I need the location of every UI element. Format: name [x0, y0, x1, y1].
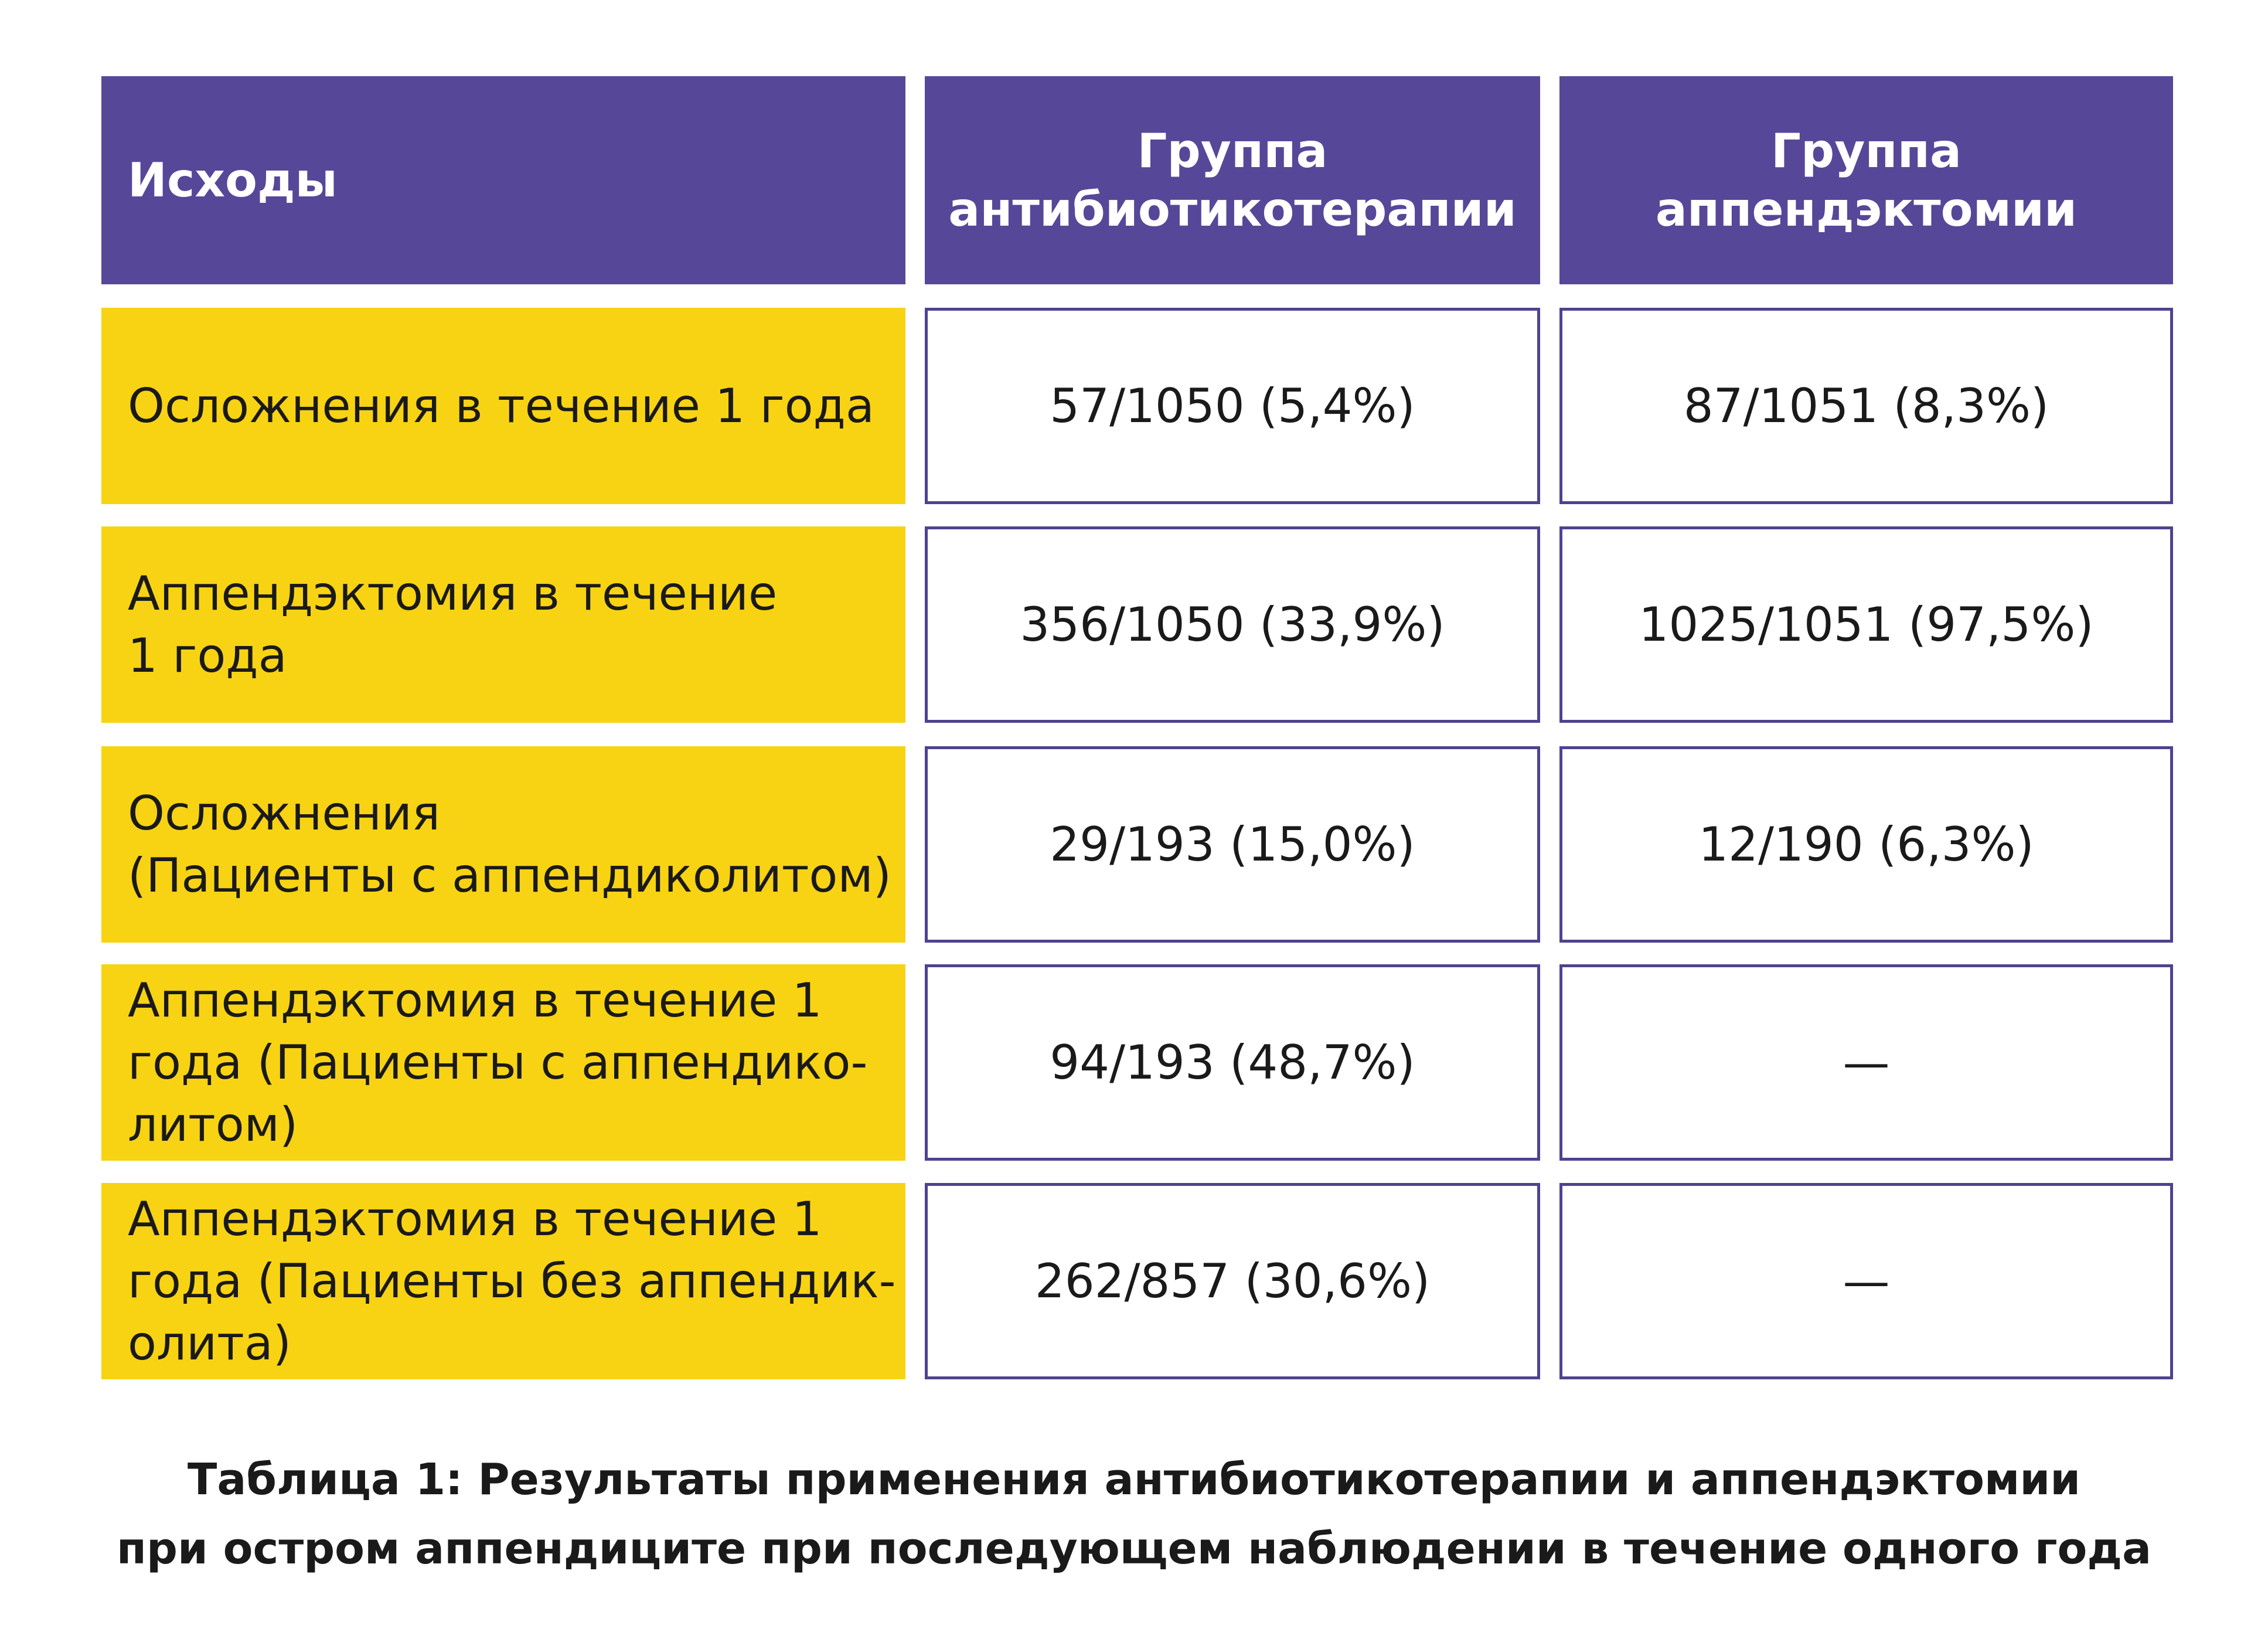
header-appendectomy-group [1559, 76, 2173, 284]
header-antibiotic-group [925, 76, 1540, 284]
outcome-cell [101, 1183, 905, 1379]
outcome-line: года (Пациенты без аппендик- [128, 1253, 896, 1308]
antibiotic-value-cell [925, 526, 1540, 723]
outcome-line: литом) [128, 1097, 298, 1152]
appendectomy-value-cell [1559, 1183, 2173, 1379]
appendectomy-value: — [1843, 1254, 1890, 1308]
appendectomy-value-cell [1559, 746, 2173, 943]
header-outcomes [101, 76, 905, 284]
antibiotic-value: 356/1050 (33,9%) [1020, 597, 1445, 652]
appendectomy-value: 1025/1051 (97,5%) [1639, 597, 2094, 652]
antibiotic-value: 94/193 (48,7%) [1050, 1035, 1415, 1090]
outcome-line: (Пациенты с аппендиколитом) [128, 848, 891, 903]
header-outcomes-label: Исходы [128, 152, 338, 208]
antibiotic-value: 57/1050 (5,4%) [1050, 379, 1415, 433]
outcome-line: Осложнения [128, 786, 441, 841]
appendectomy-value: 87/1051 (8,3%) [1683, 379, 2049, 433]
caption-line-2: при остром аппендиците при последующем наблюдении в течение одного года [116, 1524, 2152, 1574]
outcome-cell [101, 526, 905, 723]
outcome-cell [101, 746, 905, 943]
antibiotic-value-cell [925, 308, 1540, 504]
outcome-line: Аппендэктомия в течение 1 [128, 1191, 822, 1246]
appendectomy-value: 12/190 (6,3%) [1698, 817, 2034, 872]
antibiotic-value: 262/857 (30,6%) [1034, 1254, 1431, 1308]
outcome-cell [101, 308, 905, 504]
appendectomy-value-cell [1559, 526, 2173, 723]
table-caption [0, 1445, 2268, 1583]
antibiotic-value-cell [925, 1183, 1540, 1379]
antibiotic-value-cell [925, 964, 1540, 1161]
caption-line-1: Таблица 1: Результаты применения антибиотикотерапии и аппендэктомии [187, 1454, 2081, 1505]
appendectomy-value: — [1843, 1035, 1890, 1090]
outcome-line: Аппендэктомия в течение [128, 566, 778, 621]
outcome-cell [101, 964, 905, 1161]
outcome-line: года (Пациенты с аппендико- [128, 1035, 868, 1090]
appendectomy-value-cell [1559, 308, 2173, 504]
appendectomy-value-cell [1559, 964, 2173, 1161]
outcome-line: олита) [128, 1315, 291, 1371]
outcome-line: Аппендэктомия в течение 1 [128, 973, 822, 1028]
outcome-line: Осложнения в течение 1 года [128, 378, 874, 433]
header-appendectomy-line-1: Группа [1771, 123, 1961, 178]
antibiotic-value: 29/193 (15,0%) [1050, 817, 1415, 872]
header-antibiotic-line-2: антибиотикотерапии [948, 182, 1517, 237]
header-appendectomy-line-2: аппендэктомии [1655, 182, 2078, 237]
antibiotic-value-cell [925, 746, 1540, 943]
header-antibiotic-line-1: Группа [1137, 123, 1328, 178]
outcome-line: 1 года [128, 628, 287, 683]
